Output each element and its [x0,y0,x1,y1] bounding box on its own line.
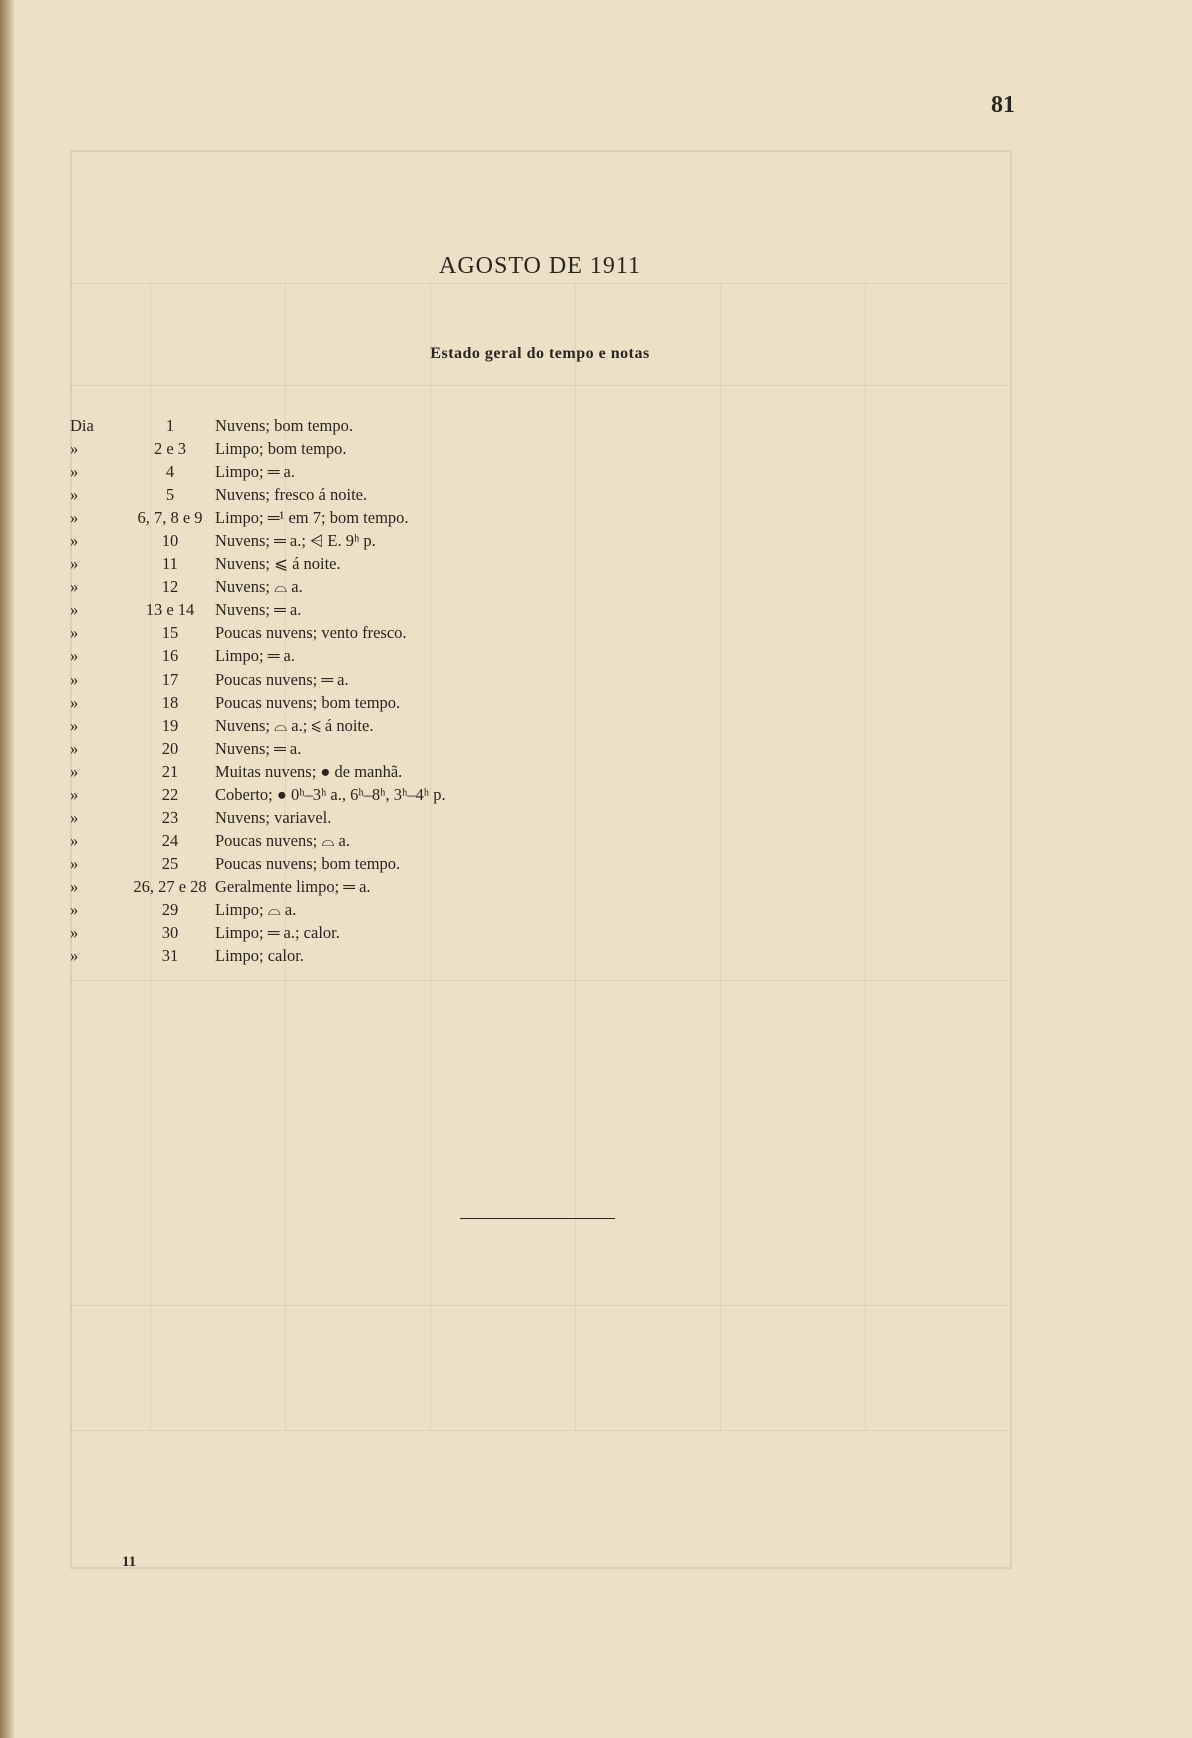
day-label: 17 [161,669,179,689]
ditto-mark: » [70,946,79,966]
page-number: 81 [991,92,1015,118]
ditto-mark: » [70,439,79,459]
ditto-mark: » [70,761,79,781]
weather-note: Nuvens; variavel. [215,807,332,827]
weather-note: Nuvens; ⩽ á noite. [215,554,341,574]
weather-note: Nuvens; ═ a.; ⩤ E. 9ʰ p. [215,531,376,551]
list-item [70,921,930,944]
list-item [70,598,930,621]
day-label: 29 [161,899,179,919]
ditto-mark: » [70,784,79,804]
show-through-rule [70,1305,1008,1306]
ditto-mark: » [70,853,79,873]
list-item [70,829,930,852]
ditto-mark: » [70,876,79,896]
day-label: 12 [161,577,179,597]
weather-notes-list [70,414,930,967]
day-label: 18 [161,692,179,712]
day-label: 16 [161,646,179,666]
list-item [70,621,930,644]
weather-note: Nuvens; ═ a. [215,600,302,620]
ditto-mark: » [70,830,79,850]
list-item [70,575,930,598]
list-item [70,898,930,921]
weather-note: Limpo; ═ a. [215,646,295,666]
day-label: 20 [161,738,179,758]
day-label: 11 [162,554,178,574]
list-item [70,506,930,529]
day-label: 15 [161,623,179,643]
day-label: 23 [161,807,179,827]
day-label: 5 [165,485,175,505]
list-item [70,668,930,691]
list-item [70,714,930,737]
weather-note: Muitas nuvens; ● de manhã. [215,761,403,781]
weather-note: Coberto; ● 0ʰ–3ʰ a., 6ʰ–8ʰ, 3ʰ–4ʰ p. [215,784,446,804]
weather-note: Limpo; ═ a.; calor. [215,923,340,943]
show-through-rule [70,283,1008,284]
day-label: 31 [161,946,179,966]
list-item [70,483,930,506]
day-label: 13 e 14 [145,600,195,620]
day-label: 2 e 3 [153,439,187,459]
ditto-mark: Dia [70,416,94,435]
day-label: 10 [161,531,179,551]
ditto-mark: » [70,646,79,666]
ditto-mark: » [70,577,79,597]
weather-note: Limpo; ═ a. [215,462,295,482]
ditto-mark: » [70,531,79,551]
weather-note: Nuvens; ═ a. [215,738,302,758]
day-label: 6, 7, 8 e 9 [137,508,203,528]
weather-note: Geralmente limpo; ═ a. [215,876,371,896]
ditto-mark: » [70,807,79,827]
weather-note: Limpo; ⌓ a. [215,899,297,919]
list-item [70,414,930,437]
day-label: 26, 27 e 28 [133,876,207,896]
show-through-rule [70,1430,1008,1431]
weather-note: Nuvens; fresco á noite. [215,485,368,505]
ditto-mark: » [70,485,79,505]
list-item [70,806,930,829]
weather-note: Nuvens; bom tempo. [215,416,353,435]
book-binding-edge [0,0,14,1738]
printer-signature-mark: 11 [122,1554,137,1570]
list-item [70,760,930,783]
weather-note: Poucas nuvens; ═ a. [215,669,349,689]
section-divider [460,1218,615,1219]
day-label: 1 [165,416,175,435]
ditto-mark: » [70,462,79,482]
list-item [70,437,930,460]
day-label: 4 [165,462,175,482]
ditto-mark: » [70,738,79,758]
weather-note: Nuvens; ⌓ a. [215,577,303,597]
day-label: 21 [161,761,179,781]
ditto-mark: » [70,600,79,620]
show-through-rule [70,385,1008,386]
ditto-mark: » [70,669,79,689]
weather-note: Limpo; calor. [215,946,304,966]
page-title: AGOSTO DE 1911 [438,253,641,279]
day-label: 22 [161,784,179,804]
weather-note: Limpo; bom tempo. [215,439,347,459]
weather-note: Limpo; ═¹ em 7; bom tempo. [215,508,409,528]
ditto-mark: » [70,508,79,528]
ditto-mark: » [70,554,79,574]
ditto-mark: » [70,715,79,735]
list-item [70,644,930,667]
day-label: 19 [161,715,179,735]
list-item [70,875,930,898]
list-item [70,691,930,714]
weather-note: Poucas nuvens; bom tempo. [215,692,401,712]
list-item [70,529,930,552]
ditto-mark: » [70,899,79,919]
ditto-mark: » [70,923,79,943]
day-label: 24 [161,830,179,850]
list-item [70,460,930,483]
day-label: 30 [161,923,179,943]
show-through-rule [70,980,1008,981]
ditto-mark: » [70,692,79,712]
list-item [70,552,930,575]
list-item [70,737,930,760]
list-item [70,944,930,967]
weather-note: Poucas nuvens; vento fresco. [215,623,407,643]
list-item [70,852,930,875]
weather-note: Poucas nuvens; bom tempo. [215,853,401,873]
day-label: 25 [161,853,179,873]
weather-note: Poucas nuvens; ⌓ a. [215,830,350,850]
list-item [70,783,930,806]
ditto-mark: » [70,623,79,643]
weather-note: Nuvens; ⌓ a.; ⩽ á noite. [215,715,374,735]
section-subtitle: Estado geral do tempo e notas [430,345,650,362]
